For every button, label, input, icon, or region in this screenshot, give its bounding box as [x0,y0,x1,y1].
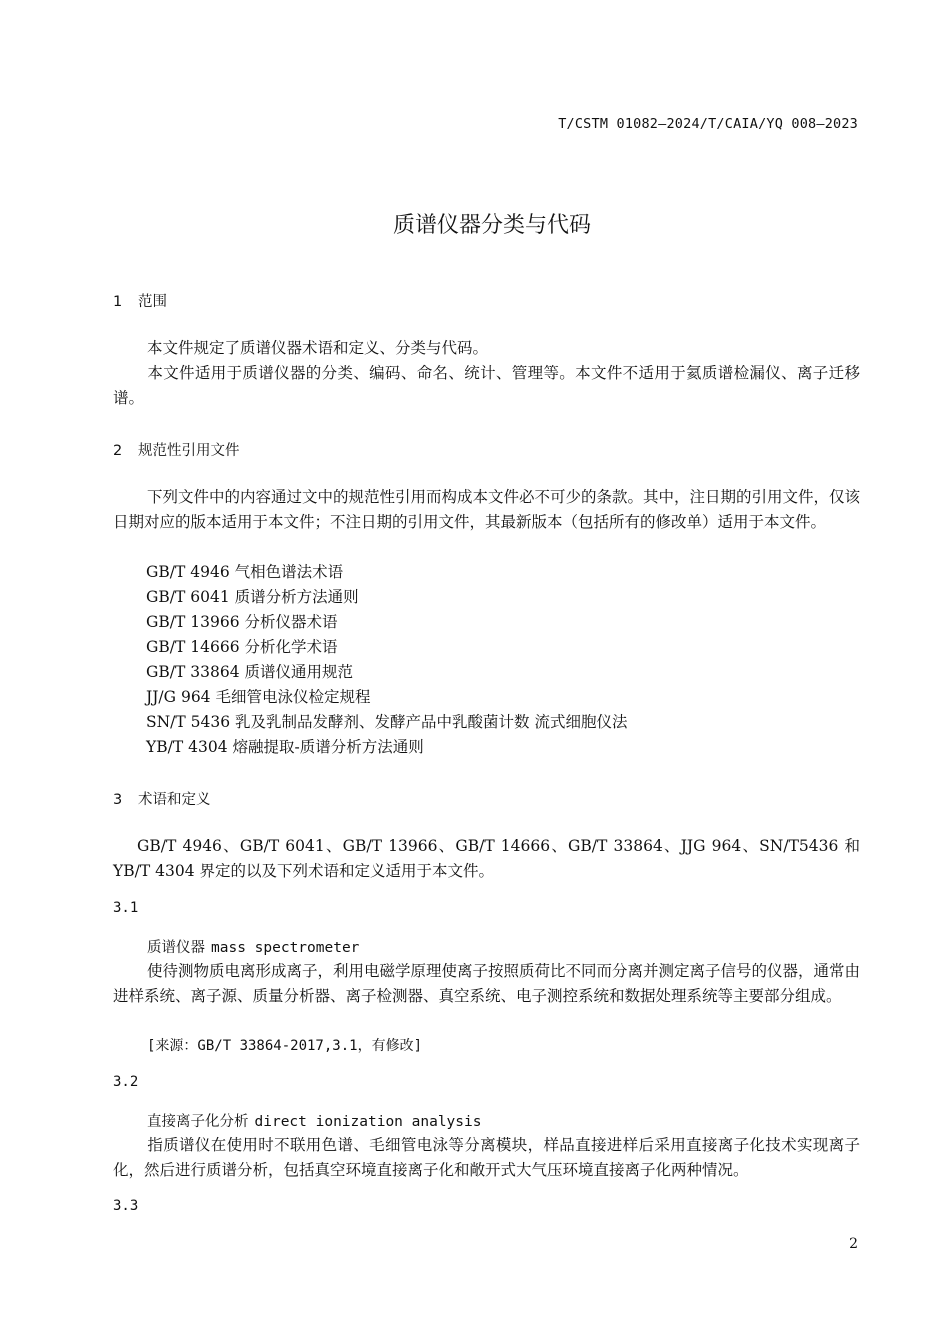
scope-paragraph-1 [113,336,860,361]
term-chinese: 直接离子化分析 [147,1114,249,1130]
paragraph-text: 本文件适用于质谱仪器的分类、编码、命名、统计、管理等。本文件不适用于氦质谱检漏仪、离子迁移谱。 [113,364,860,407]
term-3-1-definition [113,959,860,1009]
standard-code: T/CSTM 01082—2024/T/CAIA/YQ 008—2023 [558,116,858,132]
section-number: 1 [113,294,123,310]
section-number: 2 [113,443,123,459]
term-english: mass spectrometer [211,940,360,956]
clause-number-3-1: 3.1 [113,900,139,916]
reference-item: GB/T 33864 质谱仪通用规范 [146,663,353,681]
section-title: 术语和定义 [138,792,211,808]
reference-list [146,560,627,760]
paragraph-text: 本文件规定了质谱仪器术语和定义、分类与代码。 [147,339,489,357]
section-3-heading [113,788,211,809]
definition-text: 使待测物质电离形成离子，利用电磁学原理使离子按照质荷比不同而分离并测定离子信号的仪器，通常由进样系统、离子源、质量分析器、离子检测器、真空系统、电子测控系统和数据处理系统等主要部分组成。 [113,962,861,1005]
reference-item: GB/T 13966 分析仪器术语 [146,613,338,631]
reference-item: GB/T 4946 气相色谱法术语 [146,563,344,581]
term-chinese: 质谱仪器 [147,940,205,956]
reference-item: JJ/G 964 毛细管电泳仪检定规程 [146,688,371,706]
terms-intro [113,834,860,884]
reference-item: YB/T 4304 熔融提取-质谱分析方法通则 [146,738,424,756]
page-number: 2 [849,1236,858,1252]
clause-number-3-3: 3.3 [113,1198,139,1214]
term-3-1-source: [来源：GB/T 33864-2017,3.1，有修改] [147,1038,423,1054]
paragraph-text: 下列文件中的内容通过文中的规范性引用而构成本文件必不可少的条款。其中，注日期的引用文件，仅该日期对应的版本适用于本文件；不注日期的引用文件，其最新版本（包括所有的修改单）适用于本文件。 [113,488,861,531]
paragraph-text: GB/T 4946、GB/T 6041、GB/T 13966、GB/T 14666、GB/T 33864、JJG 964、SN/T5436 和 YB/T 4304 界定的以及下列术语和定义适用于本文件。 [113,837,860,880]
section-number: 3 [113,792,123,808]
term-3-2-definition [113,1133,860,1183]
section-title: 范围 [138,294,167,310]
term-3-1 [147,936,359,957]
section-2-heading [113,439,240,460]
reference-item: GB/T 14666 分析化学术语 [146,638,338,656]
section-title: 规范性引用文件 [138,443,240,459]
definition-text: 指质谱仪在使用时不联用色谱、毛细管电泳等分离模块，样品直接进样后采用直接离子化技术实现离子化，然后进行质谱分析，包括真空环境直接离子化和敞开式大气压环境直接离子化两种情况。 [113,1136,860,1179]
document-title: 质谱仪器分类与代码 [392,213,591,238]
scope-paragraph-2 [113,361,860,411]
term-3-2 [147,1110,481,1131]
term-english: direct ionization analysis [254,1114,482,1130]
section-1-heading [113,290,167,311]
clause-number-3-2: 3.2 [113,1074,139,1090]
reference-item: SN/T 5436 乳及乳制品发酵剂、发酵产品中乳酸菌计数 流式细胞仪法 [146,713,628,731]
reference-item: GB/T 6041 质谱分析方法通则 [146,588,359,606]
normative-references-intro [113,485,860,535]
